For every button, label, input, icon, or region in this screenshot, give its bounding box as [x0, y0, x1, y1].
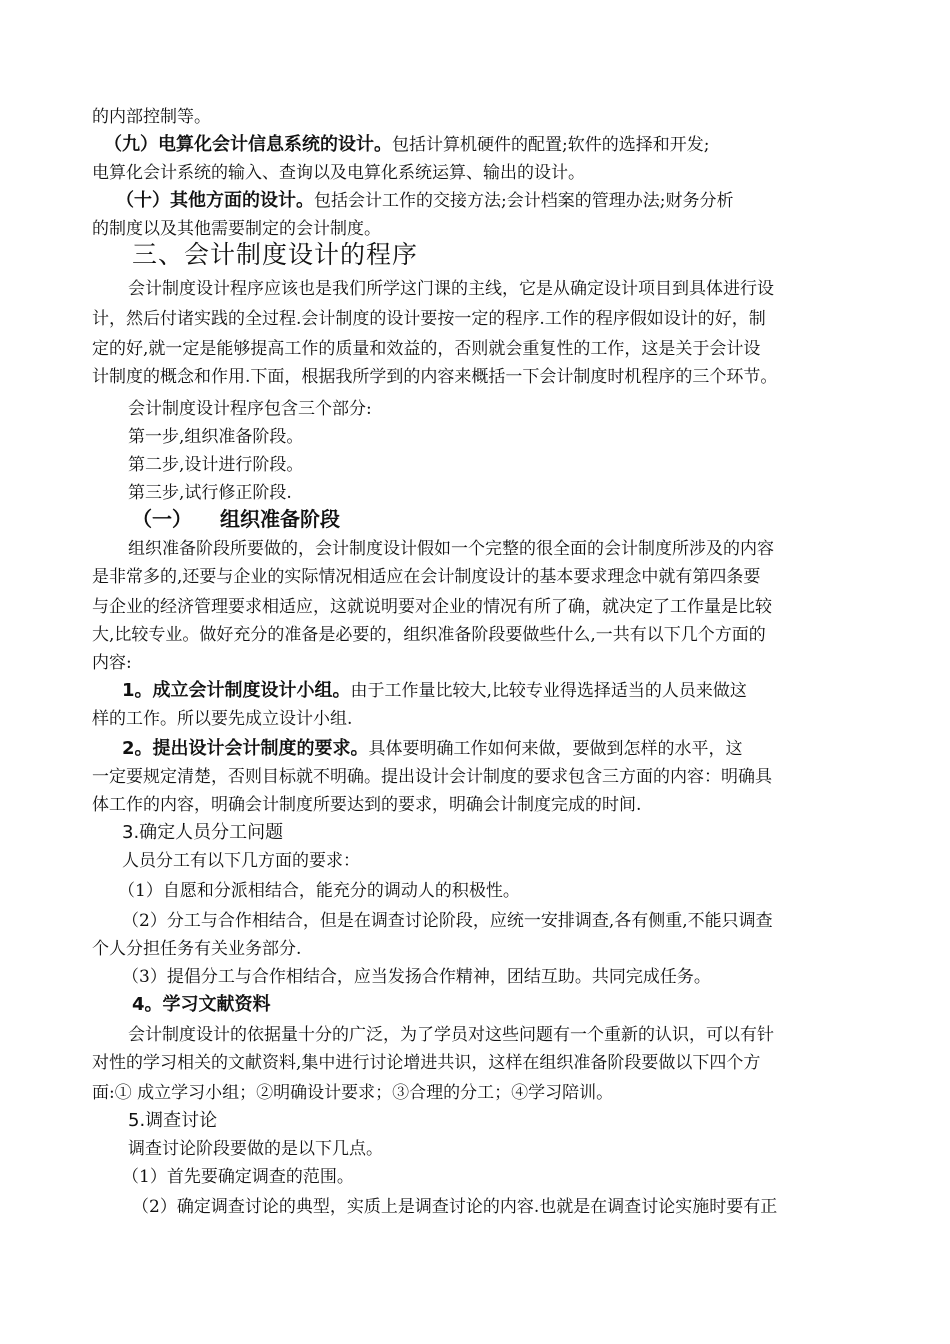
text-line: 的制度以及其他需要制定的会计制度。	[92, 219, 381, 239]
section-nine-text: 包括计算机硬件的配置;软件的选择和开发;	[392, 135, 710, 155]
text-line: 个人分担任务有关业务部分.	[92, 939, 302, 959]
subsection-title: 组织准备阶段	[220, 507, 340, 531]
list-item: （3）提倡分工与合作相结合，应当发扬合作精神，团结互助。共同完成任务。	[122, 967, 711, 987]
list-item: （2）分工与合作相结合，但是在调查讨论阶段，应统一安排调查,各有侧重,不能只调查	[122, 911, 773, 931]
section-ten-text: 包括会计工作的交接方法;会计档案的管理办法;财务分析	[314, 191, 734, 211]
text-line: 会计制度设计程序应该也是我们所学这门课的主线，它是从确定设计项目到具体进行设	[128, 279, 774, 299]
step-two: 第二步,设计进行阶段。	[128, 455, 304, 475]
item-four-title: 4。学习文献资料	[132, 994, 271, 1015]
list-item: （1）自愿和分派相结合，能充分的调动人的积极性。	[118, 881, 520, 901]
heading-subsection-one	[132, 506, 340, 532]
item-one-text: 由于工作量比较大,比较专业得选择适当的人员来做这	[350, 681, 747, 701]
text-line: 与企业的经济管理要求相适应，这就说明要对企业的情况有所了确，就决定了工作量是比较	[92, 597, 772, 617]
list-item: （1）首先要确定调查的范围。	[122, 1167, 354, 1187]
item-two	[122, 738, 743, 760]
item-three-title: 3.确定人员分工问题	[122, 822, 284, 843]
step-one: 第一步,组织准备阶段。	[128, 427, 304, 447]
text-line: 是非常多的,还要与企业的实际情况相适应在会计制度设计的基本要求理念中就有第四条要	[92, 567, 761, 587]
section-nine	[104, 134, 709, 156]
text-line: 一定要规定清楚，否则目标就不明确。提出设计会计制度的要求包含三方面的内容：明确具	[92, 767, 772, 787]
heading-section-three: 三、会计制度设计的程序	[132, 240, 419, 269]
text-line: 会计制度设计的依据量十分的广泛，为了学员对这些问题有一个重新的认识，可以有针	[128, 1025, 774, 1045]
text-line: 对性的学习相关的文献资料,集中进行讨论增进共识，这样在组织准备阶段要做以下四个方	[92, 1053, 761, 1073]
item-one	[122, 680, 747, 702]
item-one-title: 1。成立会计制度设计小组。	[122, 680, 351, 701]
list-item: （2）确定调查讨论的典型，实质上是调查讨论的内容.也就是在调查讨论实施时要有正	[132, 1197, 778, 1217]
text-line: 体工作的内容，明确会计制度所要达到的要求，明确会计制度完成的时间.	[92, 795, 642, 815]
text-line: 电算化会计系统的输入、查询以及电算化系统运算、输出的设计。	[92, 163, 585, 183]
text-line: 面:① 成立学习小组；②明确设计要求；③合理的分工；④学习陪训。	[92, 1083, 614, 1103]
text-line: 的内部控制等。	[92, 107, 211, 127]
text-line: 组织准备阶段所要做的，会计制度设计假如一个完整的很全面的会计制度所涉及的内容	[128, 539, 774, 559]
text-line: 内容:	[92, 653, 132, 673]
text-line: 会计制度设计程序包含三个部分:	[128, 399, 372, 419]
step-three: 第三步,试行修正阶段.	[128, 483, 292, 503]
text-line: 计，然后付诸实践的全过程.会计制度的设计要按一定的程序.工作的程序假如设计的好，制	[92, 309, 766, 329]
subsection-number: （一）	[132, 507, 192, 531]
item-five-title: 5.调查讨论	[128, 1110, 218, 1131]
text-line: 人员分工有以下几方面的要求：	[122, 851, 360, 871]
text-line: 大,比较专业。做好充分的准备是必要的，组织准备阶段要做些什么,一共有以下几个方面的	[92, 625, 766, 645]
text-line: 样的工作。所以要先成立设计小组.	[92, 709, 353, 729]
item-two-title: 2。提出设计会计制度的要求。	[122, 738, 369, 759]
text-line: 调查讨论阶段要做的是以下几点。	[128, 1139, 383, 1159]
section-nine-title: （九）电算化会计信息系统的设计。	[104, 134, 392, 155]
section-ten-title: （十）其他方面的设计。	[116, 190, 314, 211]
text-line: 计制度的概念和作用.下面，根据我所学到的内容来概括一下会计制度时机程序的三个环节。	[92, 367, 778, 387]
text-line: 定的好,就一定是能够提高工作的质量和效益的，否则就会重复性的工作，这是关于会计设	[92, 339, 761, 359]
item-two-text: 具体要明确工作如何来做，要做到怎样的水平，这	[368, 739, 743, 759]
section-ten	[116, 190, 733, 212]
